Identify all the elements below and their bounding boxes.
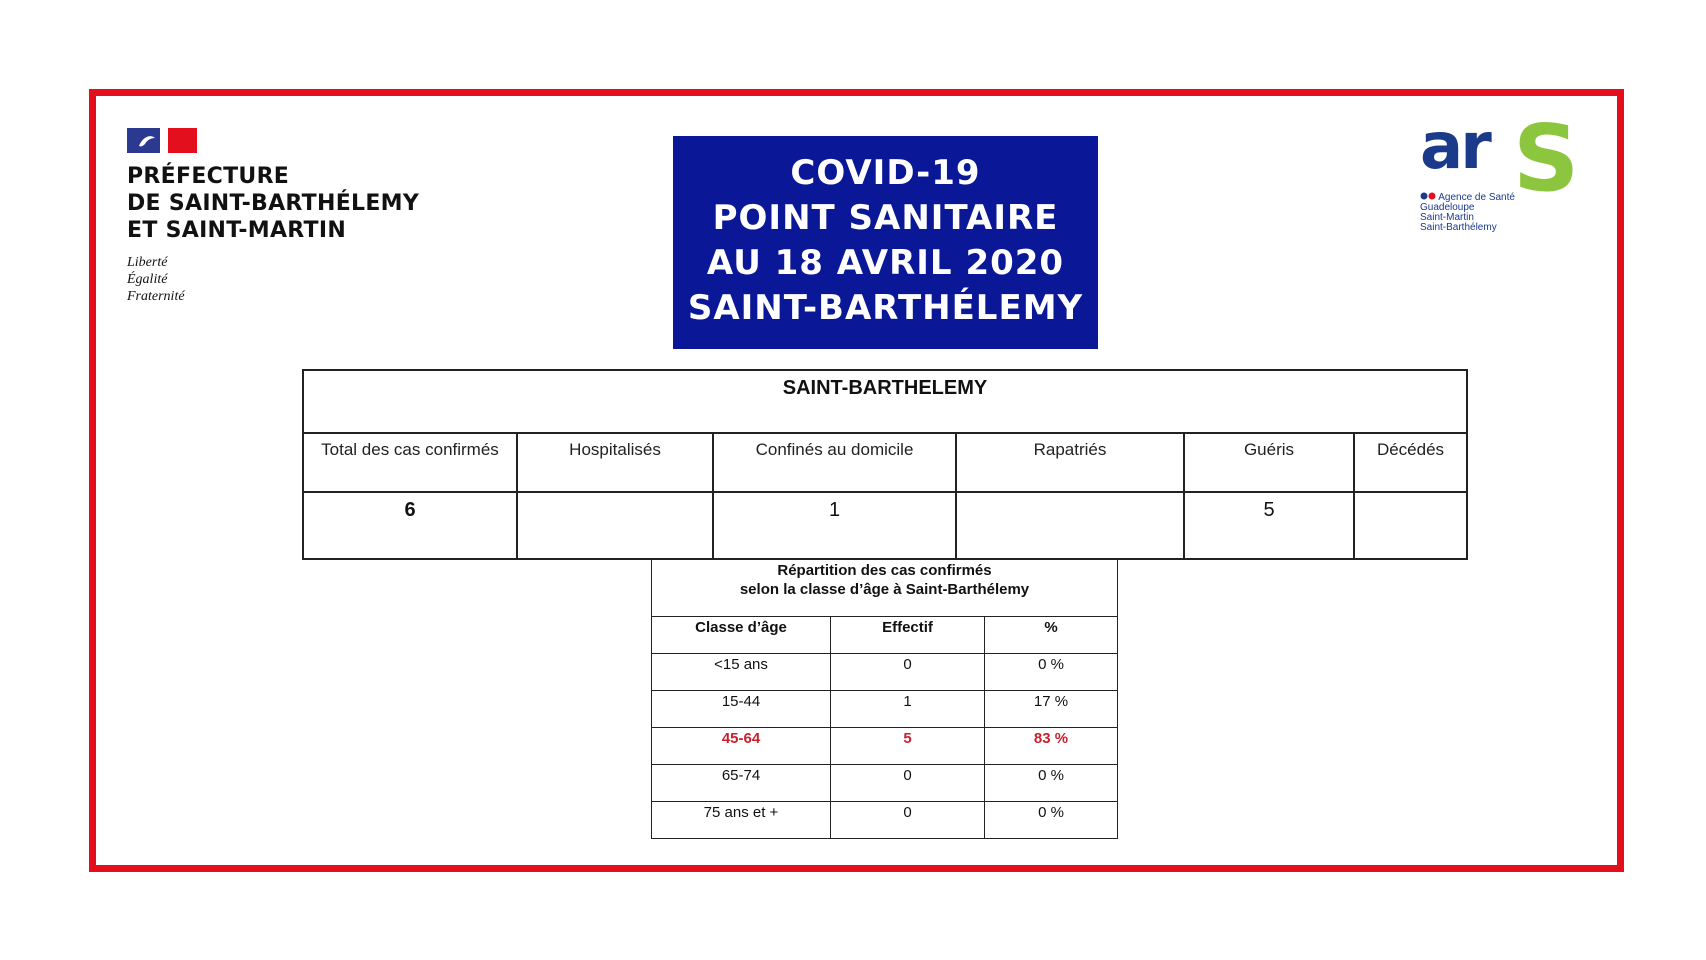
summary-value: 5: [1184, 492, 1354, 559]
age-count: 0: [831, 765, 985, 802]
summary-table: [302, 369, 1468, 560]
table-row: [652, 765, 1118, 802]
ars-s-letter: S: [1513, 105, 1580, 212]
summary-title: SAINT-BARTHELEMY: [303, 370, 1467, 433]
ars-region: Saint-Barthélemy: [1420, 222, 1497, 233]
age-percent: 0 %: [985, 765, 1118, 802]
summary-value: [956, 492, 1184, 559]
prefecture-name: [127, 163, 419, 244]
summary-header: Rapatriés: [956, 433, 1184, 492]
prefecture-line: ET SAINT-MARTIN: [127, 218, 347, 243]
age-header: Classe d’âge: [652, 617, 831, 654]
motto-line: Égalité: [127, 272, 168, 287]
ars-dots-icon: [1420, 192, 1436, 200]
motto-line: Liberté: [127, 255, 168, 270]
age-count: 1: [831, 691, 985, 728]
age-class: <15 ans: [652, 654, 831, 691]
age-class: 15-44: [652, 691, 831, 728]
marianne-icon: [135, 132, 157, 150]
table-row: [652, 691, 1118, 728]
ars-subtitle: [1420, 192, 1515, 233]
marianne-logo: [127, 128, 197, 153]
banner-line: COVID-19: [790, 153, 981, 193]
age-percent: 0 %: [985, 654, 1118, 691]
summary-header: Décédés: [1354, 433, 1467, 492]
summary-value: [1354, 492, 1467, 559]
summary-value: 6: [303, 492, 517, 559]
caption-line: selon la classe d’âge à Saint-Barthélemy: [739, 581, 1030, 598]
ars-agence: Agence de Santé: [1438, 192, 1515, 203]
summary-value: 1: [713, 492, 956, 559]
table-row-highlighted: [652, 728, 1118, 765]
prefecture-line: DE SAINT-BARTHÉLEMY: [127, 191, 420, 216]
age-class: 45-64: [652, 728, 831, 765]
table-row: [652, 802, 1118, 839]
caption-line: Répartition des cas confirmés: [777, 562, 992, 579]
age-percent: 0 %: [985, 802, 1118, 839]
prefecture-line: PRÉFECTURE: [127, 164, 290, 189]
age-table-caption: [652, 560, 1118, 617]
table-row: [652, 654, 1118, 691]
age-count: 0: [831, 654, 985, 691]
age-count: 5: [831, 728, 985, 765]
age-count: 0: [831, 802, 985, 839]
banner-line: POINT SANITAIRE: [712, 198, 1059, 238]
age-percent: 17 %: [985, 691, 1118, 728]
summary-header: Guéris: [1184, 433, 1354, 492]
motto-line: Fraternité: [127, 289, 185, 304]
ars-logo: [1418, 105, 1580, 240]
prefecture-block: [127, 128, 419, 305]
banner-line: AU 18 AVRIL 2020: [706, 243, 1065, 283]
banner-line: SAINT-BARTHÉLEMY: [687, 288, 1084, 328]
age-header: Effectif: [831, 617, 985, 654]
summary-header: Total des cas confirmés: [303, 433, 517, 492]
age-class: 65-74: [652, 765, 831, 802]
summary-value: [517, 492, 713, 559]
summary-header: Hospitalisés: [517, 433, 713, 492]
summary-header: Confinés au domicile: [713, 433, 956, 492]
age-percent: 83 %: [985, 728, 1118, 765]
republic-motto: [127, 254, 419, 305]
ars-region: Guadeloupe: [1420, 202, 1475, 213]
ars-letters: ar: [1420, 110, 1489, 184]
age-distribution-table: [651, 559, 1118, 839]
ars-region: Saint-Martin: [1420, 212, 1474, 223]
age-header: %: [985, 617, 1118, 654]
age-class: 75 ans et +: [652, 802, 831, 839]
title-banner: [673, 136, 1098, 349]
